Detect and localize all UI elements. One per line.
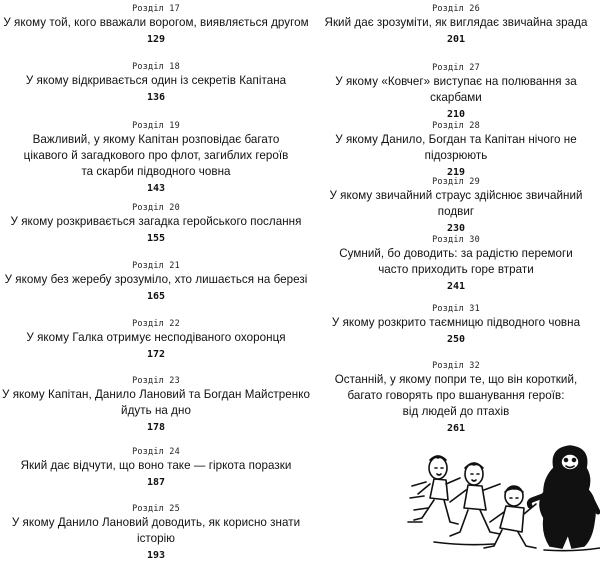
- chapter-description: Який дає відчути, що воно таке — гіркота поразки: [20, 459, 292, 472]
- toc-entry-chapter-24[interactable]: [0, 447, 312, 490]
- page-number: 261: [446, 423, 466, 434]
- page-number: 219: [446, 167, 466, 178]
- chapter-label: Розділ 28: [432, 121, 480, 131]
- chapter-description-line: багато говорять про вшанування героїв:: [347, 389, 565, 402]
- toc-entry-chapter-18[interactable]: [0, 62, 312, 105]
- page-number: 250: [446, 334, 466, 345]
- toc-entry-chapter-28[interactable]: [312, 121, 600, 180]
- chapter-description-line: Важливий, у якому Капітан розповідає багато: [32, 133, 280, 146]
- chapter-label: Розділ 24: [132, 447, 180, 457]
- chapter-label: Розділ 30: [432, 235, 480, 245]
- chapter-label: Розділ 25: [132, 504, 180, 514]
- chapter-description: У якому «Ковчег» виступає на полювання за скарбами: [335, 75, 577, 104]
- page-number: 210: [446, 109, 466, 120]
- chapter-label: Розділ 19: [132, 121, 180, 131]
- chapter-label: Розділ 32: [432, 361, 480, 371]
- chapter-description: У якому Данило Лановий доводить, як корисно знати історію: [11, 516, 301, 545]
- chapter-description-line: йдуть на дно: [121, 404, 191, 417]
- chapter-description-line: часто приходить горе втрати: [378, 263, 534, 276]
- toc-entry-chapter-31[interactable]: [312, 304, 600, 347]
- page-number: 230: [446, 223, 466, 234]
- chapter-description: У якому Галка отримує несподіваного охоронця: [26, 331, 286, 344]
- toc-entry-chapter-29[interactable]: [312, 177, 600, 236]
- toc-entry-chapter-27[interactable]: [312, 63, 600, 122]
- chapter-label: Розділ 29: [432, 177, 480, 187]
- chapter-description: У якому без жеребу зрозуміло, хто лишається на березі: [4, 273, 308, 286]
- chapter-description-line: від людей до птахів: [402, 405, 510, 418]
- toc-entry-chapter-25[interactable]: [0, 504, 312, 563]
- page-number: 241: [446, 281, 466, 292]
- toc-entry-chapter-19[interactable]: [0, 121, 312, 196]
- toc-entry-chapter-21[interactable]: [0, 261, 312, 304]
- chapter-description: У якому Данило, Богдан та Капітан нічого не підозрюють: [335, 133, 577, 162]
- page-number: 201: [446, 34, 466, 45]
- toc-entry-chapter-26[interactable]: [312, 4, 600, 47]
- toc-entry-chapter-32[interactable]: [312, 361, 600, 436]
- chapter-description: У якому той, кого вважали ворогом, виявляється другом: [3, 16, 309, 29]
- chapter-label: Розділ 23: [132, 376, 180, 386]
- page-number: 155: [146, 233, 166, 244]
- chapter-description: У якому розкривається загадка геройського послання: [10, 215, 302, 228]
- chapter-description: У якому відкривається один із секретів Капітана: [25, 74, 287, 87]
- page-number: 129: [146, 34, 166, 45]
- chapter-label: Розділ 21: [132, 261, 180, 271]
- chapter-description-line: та скарби підводного човна: [81, 165, 231, 178]
- chapter-label: Розділ 18: [132, 62, 180, 72]
- chapter-label: Розділ 20: [132, 203, 180, 213]
- page-number: 178: [146, 422, 166, 433]
- chapter-description: У якому звичайний страус здійснює звичайний подвиг: [329, 189, 583, 218]
- toc-entry-chapter-23[interactable]: [0, 376, 312, 435]
- chapter-description: Який дає зрозуміти, як виглядає звичайна зрада: [324, 16, 588, 29]
- chapter-description: У якому розкрито таємницю підводного човна: [331, 316, 581, 329]
- chapter-label: Розділ 17: [132, 4, 180, 14]
- page-number: 165: [146, 291, 166, 302]
- toc-entry-chapter-30[interactable]: [312, 235, 600, 294]
- page-number: 193: [146, 550, 166, 561]
- toc-entry-chapter-22[interactable]: [0, 319, 312, 362]
- toc-entry-chapter-20[interactable]: [0, 203, 312, 246]
- cartoon-boys-and-gorilla-icon: [404, 438, 600, 552]
- chapter-label: Розділ 22: [132, 319, 180, 329]
- chapter-label: Розділ 31: [432, 304, 480, 314]
- chapter-description-line: Останній, у якому попри те, що він короткий,: [334, 373, 578, 386]
- page-number: 136: [146, 92, 166, 103]
- toc-entry-chapter-17[interactable]: [0, 4, 312, 47]
- page-number: 187: [146, 477, 166, 488]
- page-number: 143: [146, 183, 166, 194]
- chapter-label: Розділ 27: [432, 63, 480, 73]
- chapter-label: Розділ 26: [432, 4, 480, 14]
- chapter-description-line: Сумний, бо доводить: за радістю перемоги: [339, 247, 573, 260]
- page-number: 172: [146, 349, 166, 360]
- chapter-description-line: У якому Капітан, Данило Лановий та Богдан Майстренко: [2, 388, 310, 401]
- chapter-description-line: цікавого й загадкового про флот, загиблих героїв: [23, 149, 289, 162]
